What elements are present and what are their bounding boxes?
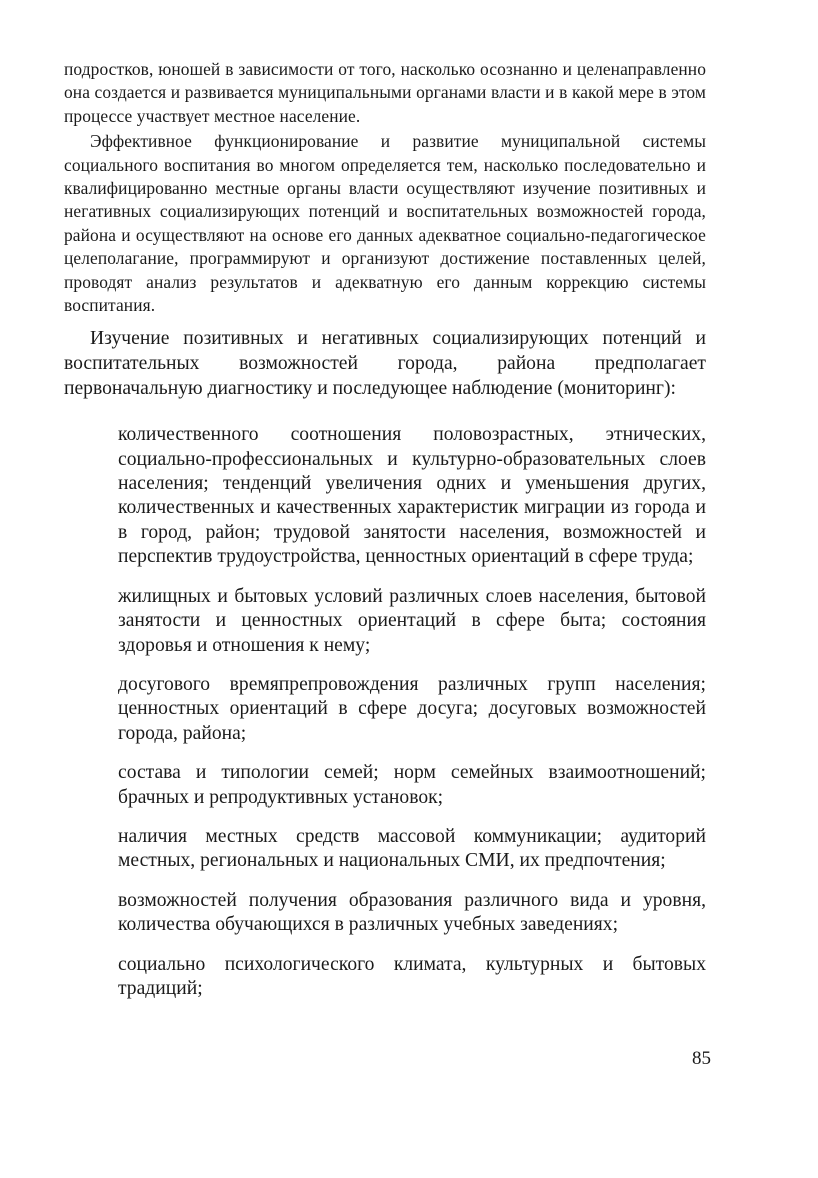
- paragraph-intro: подростков, юношей в зависимости от того, насколько осознанно и целенаправленно она создается и развивается муниципальными органами власти и в какой мере в этом процессе участвует местное население.: [64, 59, 706, 126]
- list-item: возможностей получения образования различного вида и уровня, количества обучающихся в различных учебных заведениях;: [118, 889, 706, 936]
- list-item: жилищных и бытовых условий различных слоев населения, бытовой занятости и ценностных ориентаций в сфере быта; состояния здоровья и отношения к нему;: [118, 585, 706, 656]
- list-item: социально психологического климата, культурных и бытовых традиций;: [118, 953, 706, 999]
- page-number: 85: [692, 1048, 711, 1069]
- list-item: досугового времяпрепровождения различных групп населения; ценностных ориентаций в сфере досуга; досуговых возможностей города, района;: [118, 673, 706, 744]
- list-item: наличия местных средств массовой коммуникации; аудиторий местных, региональных и национальных СМИ, их предпочтения;: [118, 825, 706, 872]
- list-item: количественного соотношения половозрастных, этнических, социально-профессиональных и культурно-образовательных слоев населения; тенденций увеличения одних и уменьшения других, количественных и качественных характеристик миграции из города и в город, район; трудовой занятости населения, возможностей и перспектив трудоустройства, ценностных ориентаций в сфере труда;: [118, 424, 706, 568]
- list-item: состава и типологии семей; норм семейных взаимоотношений; брачных и репродуктивных установок;: [118, 762, 706, 808]
- monitoring-list: [118, 423, 706, 1001]
- page-body: [64, 58, 706, 1016]
- paragraph-municipal-system: Эффективное функционирование и развитие муниципальной системы социального воспитания во многом определяется тем, насколько последовательно и квалифицированно местные органы власти осуществляют изучение позитивных и негативных социализирующих потенций и воспитательных возможностей города, района и осуществляют на основе его данных адекватное социально-педагогическое целеполагание, программируют и организуют достижение поставленных целей, проводят анализ результатов и адекватную его данным коррекцию системы воспитания.: [64, 131, 706, 316]
- paragraph-study-intro: Изучение позитивных и негативных социализирующих потенций и воспитательных возможностей города, района предполагает первоначальную диагностику и последующее наблюдение (мониторинг):: [64, 328, 706, 399]
